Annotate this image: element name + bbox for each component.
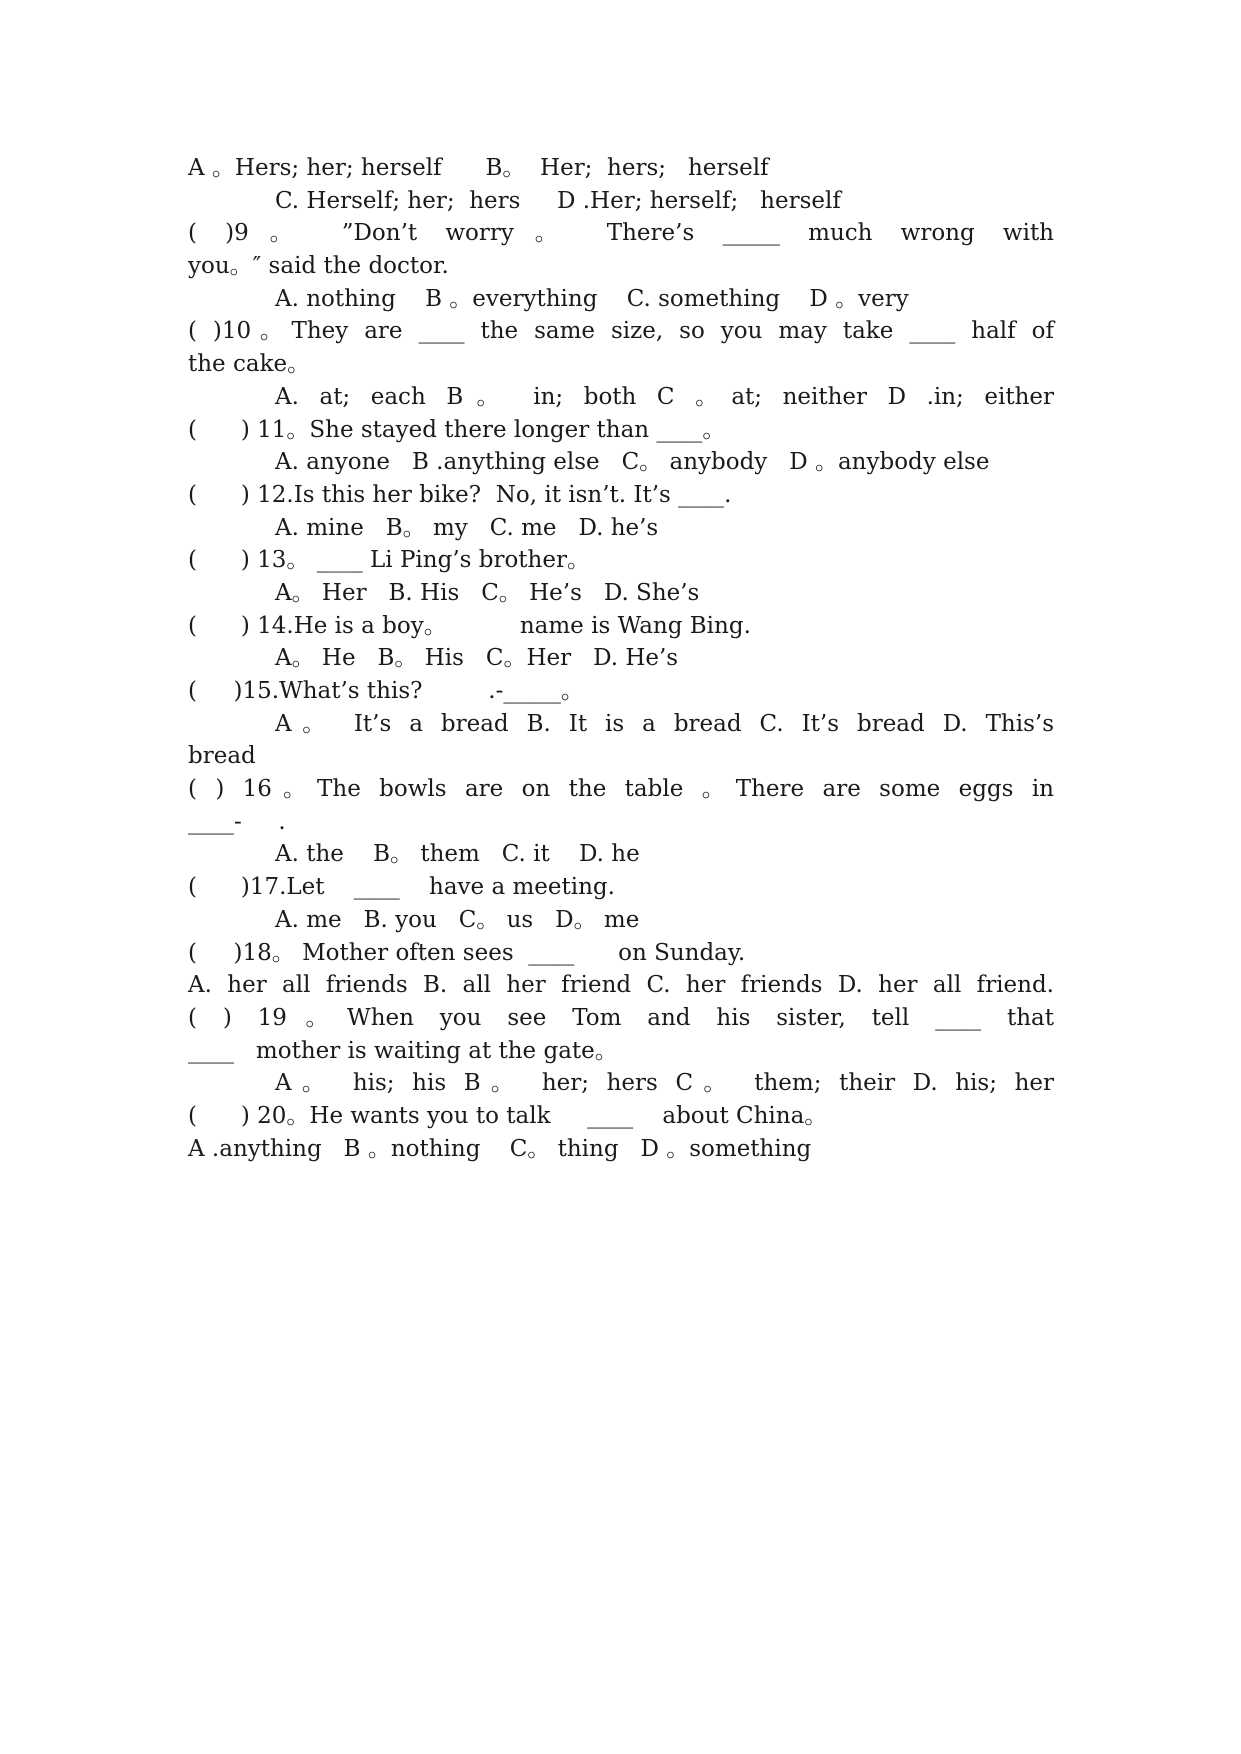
text-line: A。 his; his B。 her; hers C。 them; their D. his; her bbox=[275, 1070, 1054, 1097]
text-line: A. her all friends B. all her friend C. her friends D. her all friend. bbox=[188, 972, 1054, 999]
text-line: A. at; each B。 in; both C 。at; neither D .in; either bbox=[275, 383, 1054, 410]
text-line: ( ) 20。He wants you to talk ____ about China。 bbox=[188, 1102, 828, 1129]
text-line: A. nothing B 。everything C. something D 。very bbox=[275, 285, 909, 312]
text-line: ( )15.What’s this? .-_____。 bbox=[188, 678, 584, 704]
text-line: ( ) 11。She stayed there longer than ____。 bbox=[188, 416, 726, 443]
text-line: you。″ said the doctor. bbox=[188, 253, 449, 280]
text-line: A .anything B 。nothing C。 thing D 。something bbox=[188, 1135, 812, 1162]
exercise-text bbox=[188, 152, 1054, 1165]
text-line: the cake。 bbox=[188, 351, 311, 378]
text-line: ( ) 12.Is this her bike? No, it isn’t. It’s ____. bbox=[188, 481, 732, 508]
text-line: ( )10。They are ____ the same size, so you may take ____ half of bbox=[188, 318, 1054, 345]
text-line: A 。Hers; her; herself B。 Her; hers; herself bbox=[188, 155, 769, 181]
text-line: ( ) 19。When you see Tom and his sister, tell ____ that bbox=[188, 1004, 1054, 1031]
text-line: A。 It’s a bread B. It is a bread C. It’s bread D. This’s bbox=[275, 710, 1054, 737]
text-line: A. me B. you C。 us D。 me bbox=[275, 906, 640, 933]
text-line: A. mine B。 my C. me D. he’s bbox=[275, 514, 659, 541]
text-line: C. Herself; her; hers D .Her; herself; herself bbox=[275, 187, 841, 214]
text-line: ( )9。 ”Don’t worry。 There’s _____ much wrong with bbox=[188, 220, 1054, 247]
text-line: ____- . bbox=[188, 808, 286, 835]
text-line: ____ mother is waiting at the gate。 bbox=[188, 1037, 618, 1064]
text-line: A。 He B。 His C。Her D. He’s bbox=[275, 645, 679, 672]
text-line: bread bbox=[188, 743, 256, 770]
text-line: ( ) 14.He is a boy。 name is Wang Bing. bbox=[188, 612, 751, 639]
text-line: A. anyone B .anything else C。 anybody D 。anybody else bbox=[275, 449, 990, 476]
text-line: ( ) 16。The bowls are on the table 。There are some eggs in bbox=[188, 776, 1054, 803]
text-line: A。 Her B. His C。 He’s D. She’s bbox=[275, 579, 700, 606]
text-line: A. the B。 them C. it D. he bbox=[275, 841, 640, 868]
text-line: ( ) 13。 ____ Li Ping’s brother。 bbox=[188, 547, 590, 574]
text-line: ( )17.Let ____ have a meeting. bbox=[188, 874, 615, 901]
text-line: ( )18。 Mother often sees ____ on Sunday. bbox=[188, 939, 746, 966]
